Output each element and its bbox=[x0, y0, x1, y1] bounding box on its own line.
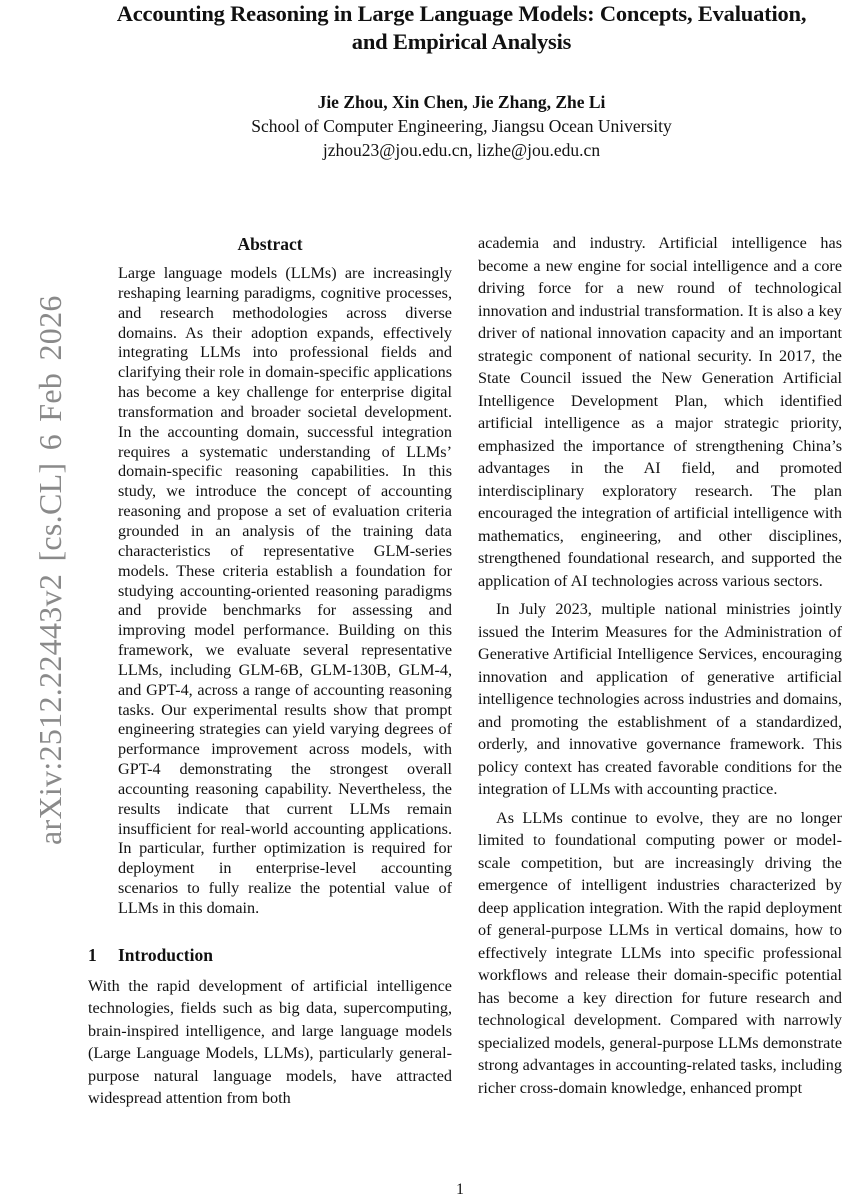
title-line-2: and Empirical Analysis bbox=[351, 29, 572, 54]
right-column bbox=[478, 232, 842, 1099]
section-number: 1 bbox=[88, 944, 97, 965]
section-heading-introduction bbox=[88, 943, 452, 967]
author-list: Jie Zhou, Xin Chen, Jie Zhang, Zhe Li bbox=[317, 92, 606, 112]
intro-paragraph-3: As LLMs continue to evolve, they are no longer limited to foundational computing power or model-scale competition, but are increasingly driving the emergence of intelligent industries characterized by deep application integration. With the rapid deployment of general-purpose LLMs in vertical domains, how to effectively integrate LLMs into specific professional workflows and release their domain-specific potential has become a key direction for future research and technological development. Compared with narrowly specialized models, general-purpose LLMs demonstrate strong advantages in accounting-related tasks, including richer cross-domain knowledge, enhanced prompt bbox=[478, 808, 842, 1097]
author-emails: jzhou23@jou.edu.cn, lizhe@jou.edu.cn bbox=[322, 140, 601, 160]
author-block bbox=[80, 90, 843, 162]
abstract-text: Large language models (LLMs) are increasingly reshaping learning paradigms, cognitive processes, and research methodologies across diverse domains. As their adoption expands, effectively integrating LLMs into professional fields and clarifying their role in domain-specific applications has become a key challenge for enterprise digital transformation and broader societal development. In the accounting domain, successful integration requires a systematic understanding of LLMs’ domain-specific reasoning capabilities. In this study, we introduce the concept of accounting reasoning and propose a set of evaluation criteria grounded in an analysis of the training data characteristics of representative GLM-series models. These criteria establish a foundation for studying accounting-oriented reasoning paradigms and provide benchmarks for assessing and improving model performance. Building on this framework, we evaluate several representative LLMs, including GLM-6B, GLM-130B, GLM-4, and GPT-4, across a range of accounting reasoning tasks. Our experimental results show that prompt engineering strategies can yield varying degrees of performance improvement across models, with GPT-4 demonstrating the strongest overall accounting reasoning capability. Nevertheless, the results indicate that current LLMs remain insufficient for real-world accounting applications. In particular, further optimization is required for deployment in enterprise-level accounting scenarios to fully realize the potential value of LLMs in this domain. bbox=[118, 264, 452, 917]
abstract-heading: Abstract bbox=[237, 234, 303, 254]
left-column bbox=[88, 232, 452, 1110]
page-number: 1 bbox=[456, 1181, 464, 1198]
section-title: Introduction bbox=[118, 944, 213, 965]
arxiv-identifier-stamp: arXiv:2512.22443v2 [cs.CL] 6 Feb 2026 bbox=[32, 295, 68, 845]
intro-paragraph-1-part-2: academia and industry. Artificial intelligence has become a new engine for social intelligence and a core driving force for a new round of technological innovation and industrial transformation. It is also a key driver of national innovation capacity and an important strategic component of national security. In 2017, the State Council issued the New Generation Artificial Intelligence Development Plan, which identified artificial intelligence as a major strategic priority, emphasized the importance of strengthening China’s advantages in the AI field, and promoted interdisciplinary exploratory research. The plan encouraged the integration of artificial intelligence with mathematics, engineering, and other disciplines, strengthened foundational research, and supported the application of AI technologies across various sectors. bbox=[478, 234, 842, 590]
affiliation: School of Computer Engineering, Jiangsu Ocean University bbox=[251, 116, 672, 136]
intro-paragraph-1-part-1: With the rapid development of artificial intelligence technologies, fields such as big data, supercomputing, brain-inspired intelligence, and large language models (Large Language Models, LLMs), particularly general-purpose natural language models, have attracted widespread attention from both bbox=[88, 976, 452, 1108]
paper-title bbox=[80, 0, 843, 56]
intro-paragraph-2: In July 2023, multiple national ministries jointly issued the Interim Measures for the Administration of Generative Artificial Intelligence Services, encouraging innovation and application of generative artificial intelligence technologies across industries and domains, and promoting the establishment of a standardized, orderly, and innovative governance framework. This policy context has created favorable conditions for the integration of LLMs with accounting practice. bbox=[478, 600, 842, 798]
title-line-1: Accounting Reasoning in Large Language Models: Concepts, Evaluation, bbox=[116, 1, 807, 26]
